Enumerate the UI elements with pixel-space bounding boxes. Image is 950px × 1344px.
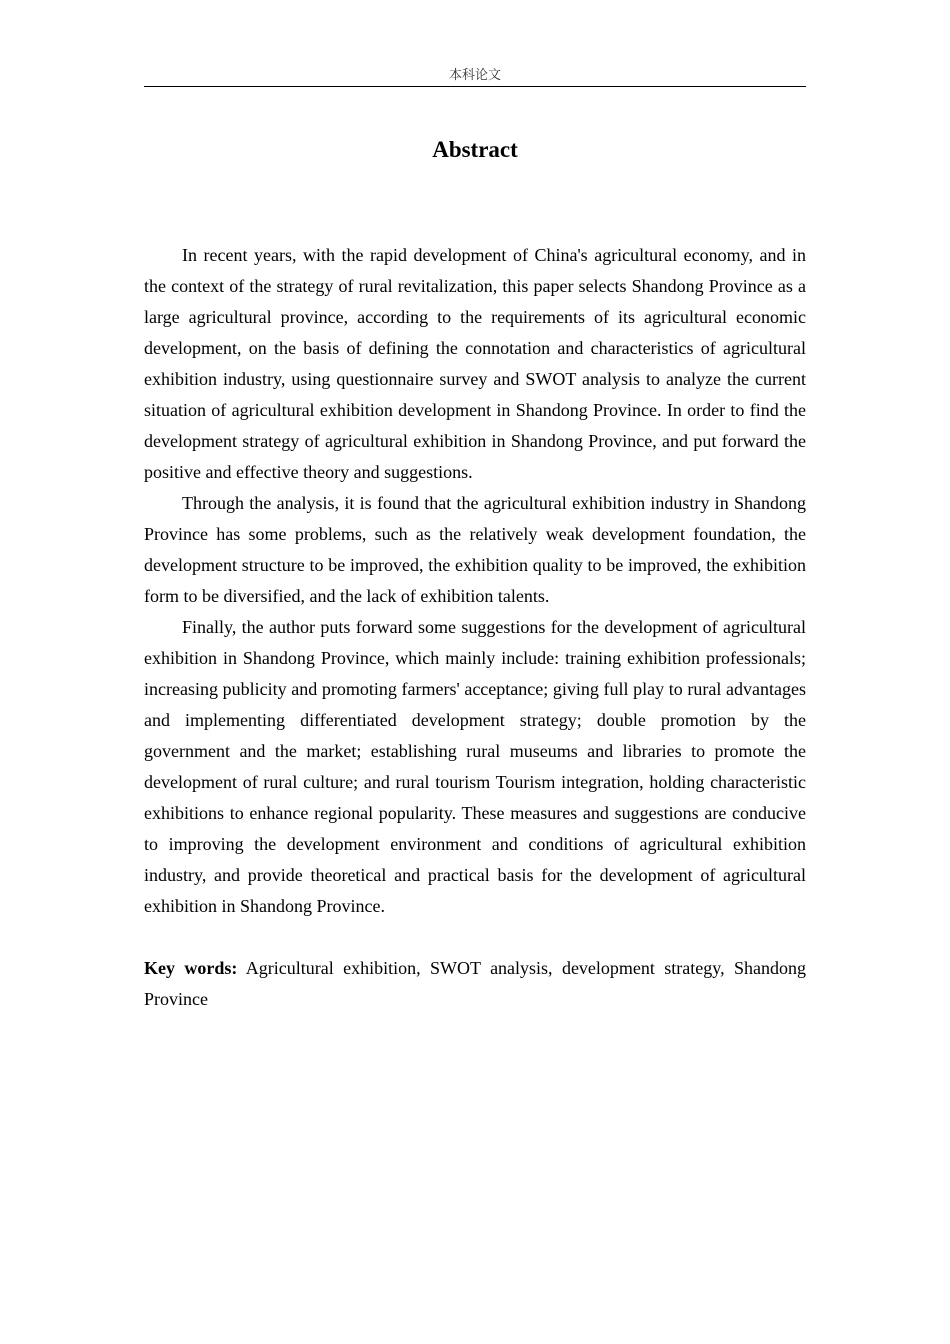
page-header: 本科论文 [448,68,501,83]
abstract-paragraph-3: Finally, the author puts forward some suggestions for the development of agricultural exhibition in Shandong Province, which mainly include: training exhibition professionals; increasing publicity and promoting farmers' acceptance; giving full play to rural advantages and implementing differentiated development strategy; double promotion by the government and the market; establishing rural museums and libraries to promote the development of rural culture; and rural tourism Tourism integration, holding characteristic exhibitions to enhance regional popularity. These measures and suggestions are conducive to improving the development environment and conditions of agricultural exhibition industry, and provide theoretical and practical basis for the development of agricultural exhibition in Shandong Province. [144,617,806,916]
abstract-paragraph-2: Through the analysis, it is found that the agricultural exhibition industry in Shandong Province has some problems, such as the relatively weak development foundation, the development structure to be improved, the exhibition quality to be improved, the exhibition form to be diversified, and the lack of exhibition talents. [144,493,806,606]
header-divider [144,86,806,87]
abstract-paragraph-1: In recent years, with the rapid development of China's agricultural economy, and in the context of the strategy of rural revitalization, this paper selects Shandong Province as a large agricultural province, according to the requirements of its agricultural economic development, on the basis of defining the connotation and characteristics of agricultural exhibition industry, using questionnaire survey and SWOT analysis to analyze the current situation of agricultural exhibition development in Shandong Province. In order to find the development strategy of agricultural exhibition in Shandong Province, and put forward the positive and effective theory and suggestions. [144,245,806,482]
abstract-body [144,240,806,1015]
keywords-line [144,953,806,1015]
keywords-label: Key words: [144,958,238,978]
abstract-title: Abstract [432,137,518,162]
keywords-text: Agricultural exhibition, SWOT analysis, development strategy, Shandong Province [144,958,806,1009]
